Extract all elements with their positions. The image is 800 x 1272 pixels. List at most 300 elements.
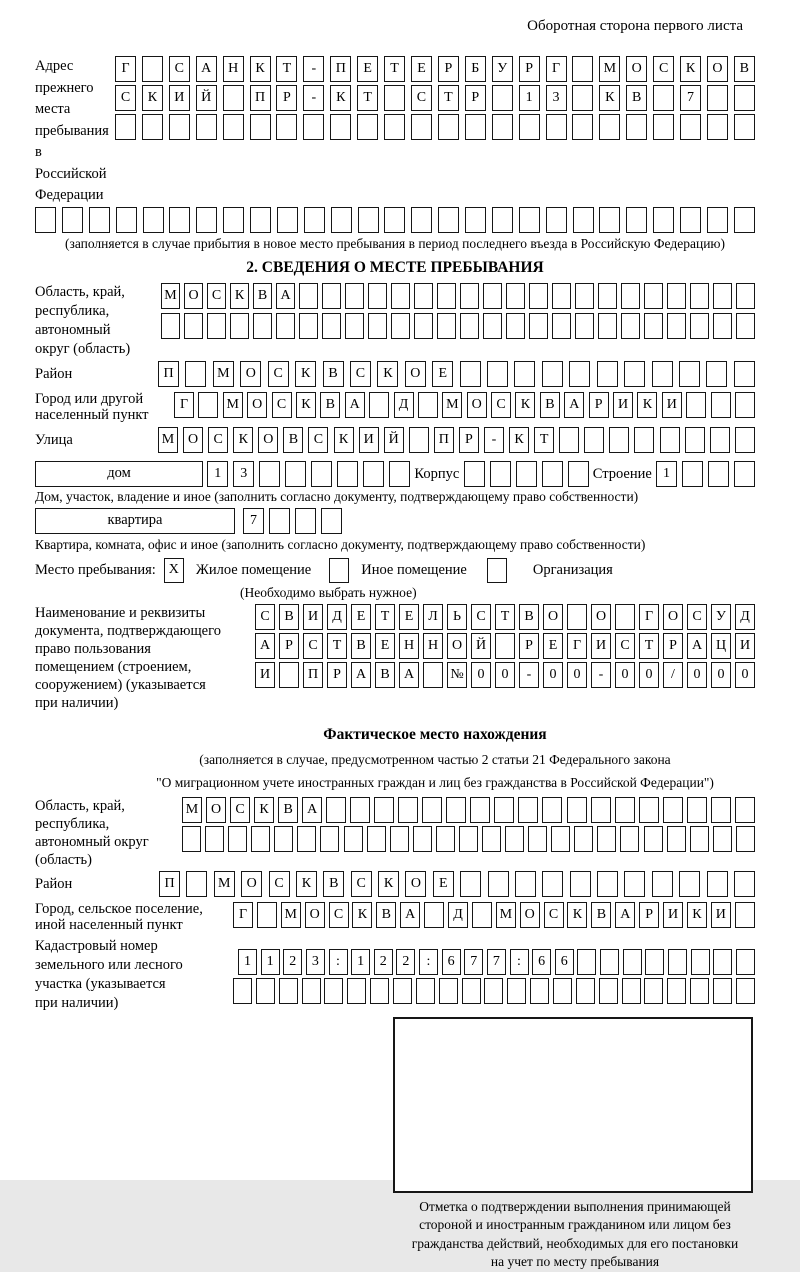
char-cell [667,283,686,309]
char-cell [422,797,442,823]
actual-region-row-1 [182,797,755,823]
char-cell [690,313,709,339]
char-cell: 7 [680,85,701,111]
char-cell: М [158,427,178,453]
char-cell: С [269,871,290,897]
char-cell [707,85,728,111]
char-cell: С [268,361,289,387]
actual-location-title: Фактическое место нахождения [323,725,547,743]
char-cell [368,283,387,309]
char-cell: Й [384,427,404,453]
char-cell: С [230,797,250,823]
char-cell: 0 [711,662,731,688]
text-line: (заполняется в случае, предусмотренном частью 2 статьи 21 Федерального закона [199,751,671,767]
text-line: стороной и иностранным гражданином или лицом без [419,1217,731,1232]
char-cell [277,207,298,233]
char-cell: М [161,283,180,309]
char-cell: С [272,392,292,418]
char-cell [398,797,418,823]
char-cell [484,978,503,1004]
text-line: Отметка о подтверждении выполнения принимающей [419,1198,731,1214]
char-cell [634,427,654,453]
char-cell: И [735,633,755,659]
char-cell [460,313,479,339]
section2-title: 2. СВЕДЕНИЯ О МЕСТЕ ПРЕБЫВАНИЯ [246,258,544,276]
char-cell: С [255,604,275,630]
text-line: Наименование и реквизиты [35,604,206,621]
char-cell [250,207,271,233]
char-cell [734,361,755,387]
char-cell: В [320,392,340,418]
char-cell: С [615,633,635,659]
char-cell [679,871,700,897]
char-cell [644,313,663,339]
char-cell [572,56,593,82]
actual-city-field [35,902,755,934]
text-line: право пользования [35,640,151,657]
stay-type-hint: (Необходимо выбрать нужное) [240,584,417,600]
char-cell [418,392,438,418]
apartment-caption: Квартира, комната, офис и иное (заполнить согласно документу, подтверждающему право собственности) [35,536,646,552]
char-cell [384,114,405,140]
char-cell [736,826,755,852]
text-line: округ (область) [35,340,131,357]
char-cell [599,978,618,1004]
char-cell: Г [233,902,253,928]
char-cell [711,797,731,823]
char-cell: 0 [495,662,515,688]
char-cell [559,427,579,453]
registration-stamp-box [393,1017,753,1193]
char-cell [686,392,706,418]
char-cell [464,461,485,487]
char-cell: № [447,662,467,688]
char-cell: 1 [656,461,677,487]
char-cell [653,207,674,233]
char-cell: М [281,902,301,928]
char-cell: В [519,604,539,630]
char-cell [528,826,547,852]
char-cell: К [296,392,316,418]
char-cell: И [359,427,379,453]
char-cell [514,361,535,387]
char-cell: Р [519,633,539,659]
char-cell [577,949,596,975]
char-cell: - [484,427,504,453]
char-cell: Т [495,604,515,630]
stay-type-label: Место пребывания: [35,561,156,578]
char-cell: В [323,871,344,897]
char-cell: 0 [615,662,635,688]
char-cell: Й [196,85,217,111]
char-cell [735,902,755,928]
char-cell [542,361,563,387]
char-cell [620,826,639,852]
char-cell [679,361,700,387]
char-cell: К [295,361,316,387]
char-cell: О [626,56,647,82]
char-cell: К [567,902,587,928]
char-cell [295,508,316,534]
char-cell: О [240,361,261,387]
actual-region-row-2 [182,826,755,852]
char-cell: Г [567,633,587,659]
char-cell [626,114,647,140]
char-cell: 2 [396,949,415,975]
char-cell: О [520,902,540,928]
char-cell [424,902,444,928]
prev-address-field [35,56,755,207]
char-cell [299,283,318,309]
char-cell [529,313,548,339]
char-cell [622,978,641,1004]
cadastre-field [35,937,755,1013]
char-cell: Р [279,633,299,659]
char-cell: К [637,392,657,418]
char-cell: Е [351,604,371,630]
char-cell: 3 [306,949,325,975]
char-cell: Е [432,361,453,387]
char-cell [573,207,594,233]
text-line: автономный округ [35,833,149,850]
document-row-2 [255,633,755,659]
char-cell: 0 [639,662,659,688]
char-cell [169,114,190,140]
char-cell: А [400,902,420,928]
char-cell [621,313,640,339]
char-cell: - [303,56,324,82]
char-cell: К [352,902,372,928]
char-cell [707,114,728,140]
char-cell: О [707,56,728,82]
text-line: Адрес прежнего [35,58,94,96]
char-cell [707,871,728,897]
char-cell [269,508,290,534]
char-cell [460,871,481,897]
char-cell [492,114,513,140]
char-cell: В [375,662,395,688]
char-cell: Б [465,56,486,82]
char-cell [390,826,409,852]
char-cell: У [492,56,513,82]
char-cell [169,207,190,233]
char-cell [645,949,664,975]
char-cell [667,978,686,1004]
char-cell: А [276,283,295,309]
char-cell: 0 [471,662,491,688]
region-label [35,283,161,359]
char-cell: Е [375,633,395,659]
char-cell [423,662,443,688]
char-cell: С [329,902,349,928]
char-cell [690,978,709,1004]
char-cell [599,207,620,233]
text-line: Город, сельское поселение, [35,900,203,917]
char-cell: О [206,797,226,823]
char-cell [482,826,501,852]
char-cell [490,461,511,487]
char-cell: Д [735,604,755,630]
apartment-type-box: квартира [35,508,235,534]
char-cell [597,871,618,897]
char-cell [337,461,358,487]
actual-location-caption [35,748,755,794]
char-cell [487,361,508,387]
char-cell [230,313,249,339]
char-cell: / [663,662,683,688]
char-cell [411,207,432,233]
char-cell [367,826,386,852]
char-cell: О [467,392,487,418]
char-cell [370,978,389,1004]
char-cell [304,207,325,233]
char-cell [256,978,275,1004]
stay-type-field [35,558,755,583]
char-cell: Т [327,633,347,659]
char-cell: Д [448,902,468,928]
char-cell [707,207,728,233]
char-cell [644,826,663,852]
char-cell: С [207,283,226,309]
char-cell [667,826,686,852]
char-cell [621,283,640,309]
cadastre-row-1 [238,949,755,975]
char-cell [472,902,492,928]
char-cell: В [540,392,560,418]
char-cell: Р [276,85,297,111]
char-cell: В [591,902,611,928]
char-cell: И [662,392,682,418]
char-cell [506,313,525,339]
char-cell [35,207,56,233]
char-cell: К [250,56,271,82]
char-cell: М [599,56,620,82]
char-cell [624,871,645,897]
char-cell [600,949,619,975]
char-cell: В [351,633,371,659]
char-cell [680,114,701,140]
char-cell: К [254,797,274,823]
char-cell: Е [433,871,454,897]
char-cell [274,826,293,852]
char-cell [552,313,571,339]
char-cell [713,283,732,309]
char-cell [735,427,755,453]
char-cell: М [442,392,462,418]
char-cell [598,283,617,309]
char-cell [326,797,346,823]
char-cell: Т [375,604,395,630]
text-line: республика, [35,815,110,832]
char-cell: Р [327,662,347,688]
char-cell [553,978,572,1004]
char-cell [409,427,429,453]
char-cell [438,207,459,233]
char-cell: - [303,85,324,111]
char-cell [626,207,647,233]
char-cell [414,313,433,339]
char-cell: П [303,662,323,688]
char-cell [567,604,587,630]
char-cell [483,283,502,309]
char-cell: Т [639,633,659,659]
char-cell: В [323,361,344,387]
actual-district-row [159,871,755,897]
char-cell [357,114,378,140]
char-cell [519,114,540,140]
char-cell: 0 [735,662,755,688]
char-cell [615,604,635,630]
char-cell: М [223,392,243,418]
char-cell: 6 [532,949,551,975]
char-cell: С [350,361,371,387]
char-cell: 7 [243,508,264,534]
district-field [35,361,755,390]
char-cell [115,114,136,140]
char-cell [259,461,280,487]
char-cell [368,313,387,339]
actual-city-row [233,902,755,928]
char-cell [572,114,593,140]
apartment-field [35,508,755,534]
char-cell [223,85,244,111]
char-cell [438,114,459,140]
char-cell: И [591,633,611,659]
char-cell [597,361,618,387]
char-cell [233,978,252,1004]
char-cell: Т [276,56,297,82]
char-cell: О [591,604,611,630]
char-cell [350,797,370,823]
char-cell [735,797,755,823]
text-line: иной населенный пункт [35,917,183,933]
char-cell [253,313,272,339]
char-cell [660,427,680,453]
char-cell: 0 [567,662,587,688]
char-cell: 7 [487,949,506,975]
registration-stamp-caption [375,1198,775,1272]
char-cell: Д [327,604,347,630]
char-cell [687,797,707,823]
char-cell [299,313,318,339]
char-cell: К [233,427,253,453]
char-cell [551,826,570,852]
char-cell [710,427,730,453]
char-cell [143,207,164,233]
char-cell [462,978,481,1004]
char-cell: П [434,427,454,453]
char-cell: К [680,56,701,82]
char-cell: М [214,871,235,897]
char-cell: Р [663,633,683,659]
char-cell: К [334,427,354,453]
char-cell [297,826,316,852]
char-cell: К [378,871,399,897]
char-cell [542,871,563,897]
char-cell [223,114,244,140]
char-cell [311,461,332,487]
char-cell [446,797,466,823]
char-cell [142,56,163,82]
char-cell [384,207,405,233]
char-cell [644,283,663,309]
char-cell [492,207,513,233]
char-cell: Р [639,902,659,928]
char-cell: Н [223,56,244,82]
char-cell: Г [546,56,567,82]
char-cell [439,978,458,1004]
char-cell: Е [399,604,419,630]
char-cell [436,826,455,852]
char-cell: С [687,604,707,630]
char-cell: Ц [711,633,731,659]
char-cell: - [519,662,539,688]
char-cell: 0 [543,662,563,688]
char-cell: С [115,85,136,111]
char-cell [142,114,163,140]
char-cell: 1 [261,949,280,975]
char-cell [734,461,755,487]
document-row-3 [255,662,755,688]
char-cell: А [615,902,635,928]
char-cell [644,978,663,1004]
char-cell: Т [384,56,405,82]
char-cell [734,871,755,897]
char-cell [736,949,755,975]
char-cell [223,207,244,233]
char-cell [576,978,595,1004]
region-row-1 [161,283,755,309]
char-cell: 0 [687,662,707,688]
char-cell [228,826,247,852]
char-cell [303,114,324,140]
char-cell: Р [519,56,540,82]
char-cell: И [255,662,275,688]
char-cell: Р [438,56,459,82]
char-cell: 1 [238,949,257,975]
char-cell [599,114,620,140]
char-cell [591,797,611,823]
char-cell [483,313,502,339]
char-cell [358,207,379,233]
char-cell: О [543,604,563,630]
stay-type-option-inoe: Иное помещение [361,561,467,578]
char-cell [374,797,394,823]
char-cell: К [377,361,398,387]
char-cell [575,313,594,339]
char-cell: Г [174,392,194,418]
char-cell [507,978,526,1004]
char-cell [546,114,567,140]
document-label [35,604,255,712]
char-cell: Т [534,427,554,453]
stroenie-cells [656,461,755,487]
char-cell: А [196,56,217,82]
char-cell: В [279,604,299,630]
char-cell: С [653,56,674,82]
char-cell [185,361,206,387]
char-cell [363,461,384,487]
char-cell: И [613,392,633,418]
char-cell: В [283,427,303,453]
actual-district-label: Район [35,875,73,892]
text-line: Кадастровый номер [35,937,158,954]
char-cell [572,85,593,111]
char-cell [542,461,563,487]
char-cell [569,361,590,387]
char-cell: О [405,871,426,897]
char-cell [384,85,405,111]
